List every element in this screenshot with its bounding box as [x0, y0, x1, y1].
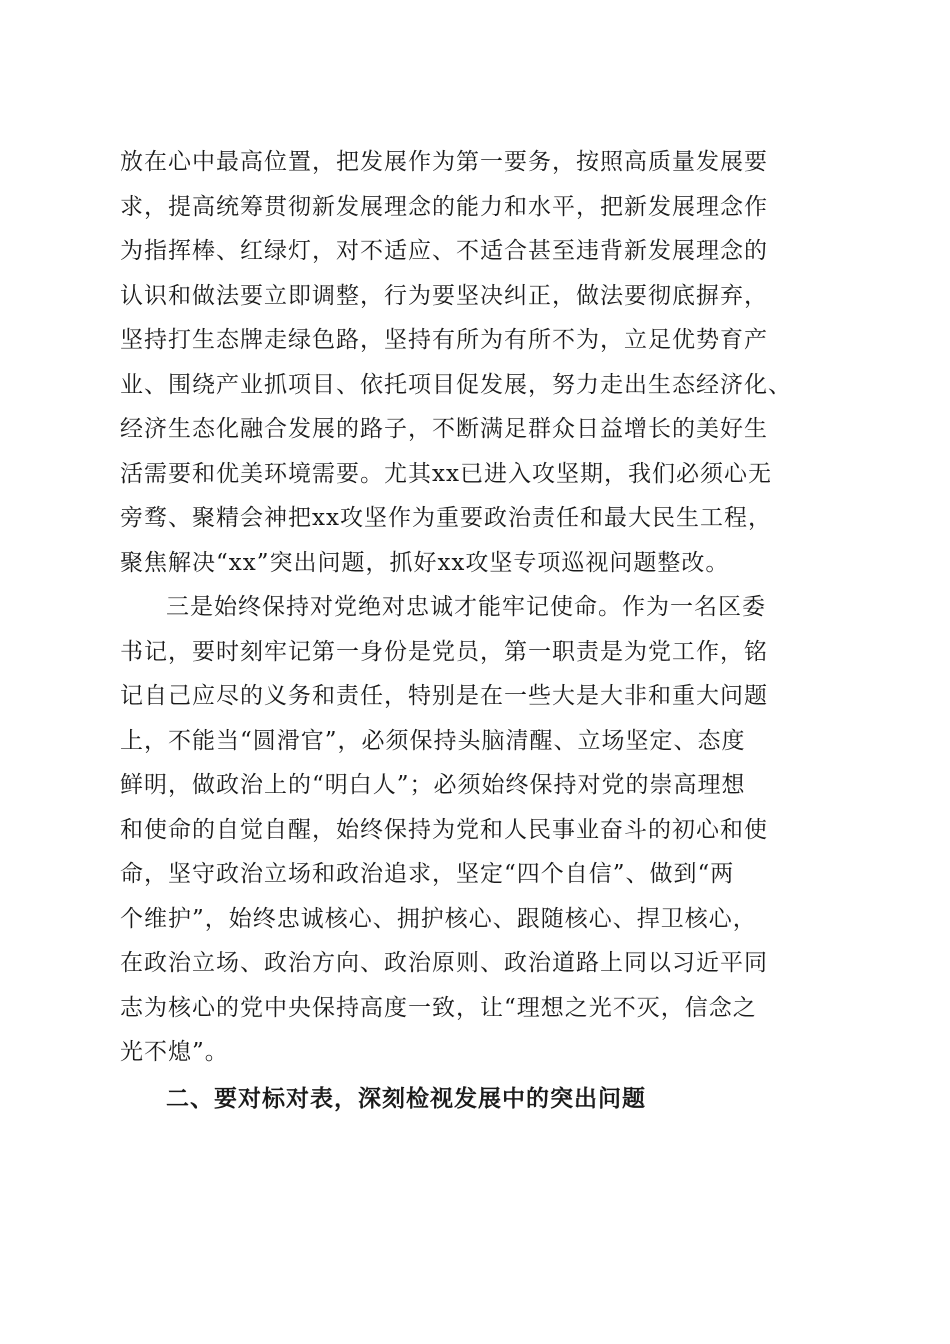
text-line: 书记，要时刻牢记第一身份是党员，第一职责是为党工作，铭 [120, 638, 768, 665]
text-line: 坚持打生态牌走绿色路，坚持有所为有所不为，立足优势育产 [120, 327, 768, 353]
section-heading: 二、要对标对表，深刻检视发展中的突出问题 [166, 1085, 646, 1112]
text-line: 在政治立场、政治方向、政治原则、政治道路上同以习近平同 [120, 950, 768, 976]
document-body [120, 140, 834, 1121]
text-line: 经济生态化融合发展的路子，不断满足群众日益增长的美好生 [120, 416, 768, 442]
text-line: 鲜明，做政治上的“明白人”；必须始终保持对党的崇高理想 [120, 772, 746, 798]
text-line: 为指挥棒、红绿灯，对不适应、不适合甚至违背新发展理念的 [120, 238, 768, 264]
text-line: 认识和做法要立即调整，行为要坚决纠正，做法要彻底摒弃， [120, 282, 768, 309]
text-line: 聚焦解决“xx”突出问题，抓好xx攻坚专项巡视问题整改。 [120, 549, 730, 576]
paragraph-loyalty [120, 585, 834, 1075]
text-line: 光不熄”。 [120, 1039, 229, 1065]
text-line: 命，坚守政治立场和政治追求，坚定“四个自信”、做到“两 [120, 861, 735, 887]
text-line: 放在心中最高位置，把发展作为第一要务，按照高质量发展要 [120, 149, 768, 175]
text-line: 求，提高统筹贯彻新发展理念的能力和水平，把新发展理念作 [120, 193, 768, 220]
paragraph-development [120, 140, 834, 585]
text-line: 活需要和优美环境需要。尤其xx已进入攻坚期，我们必须心无 [120, 460, 772, 487]
text-line: 三是始终保持对党绝对忠诚才能牢记使命。作为一名区委 [166, 594, 766, 620]
text-line: 和使命的自觉自醒，始终保持为党和人民事业奋斗的初心和使 [120, 816, 768, 843]
text-line: 上，不能当“圆滑官”，必须保持头脑清醒、立场坚定、态度 [120, 727, 746, 754]
text-line: 记自己应尽的义务和责任，特别是在一些大是大非和重大问题 [120, 683, 768, 709]
text-line: 旁骛、聚精会神把xx攻坚作为重要政治责任和最大民生工程， [120, 505, 772, 531]
text-line: 志为核心的党中央保持高度一致，让“理想之光不灭，信念之 [120, 994, 757, 1021]
text-line: 业、围绕产业抓项目、依托项目促发展，努力走出生态经济化、 [120, 371, 792, 398]
text-line: 个维护”，始终忠诚核心、拥护核心、跟随核心、捍卫核心， [120, 905, 757, 932]
